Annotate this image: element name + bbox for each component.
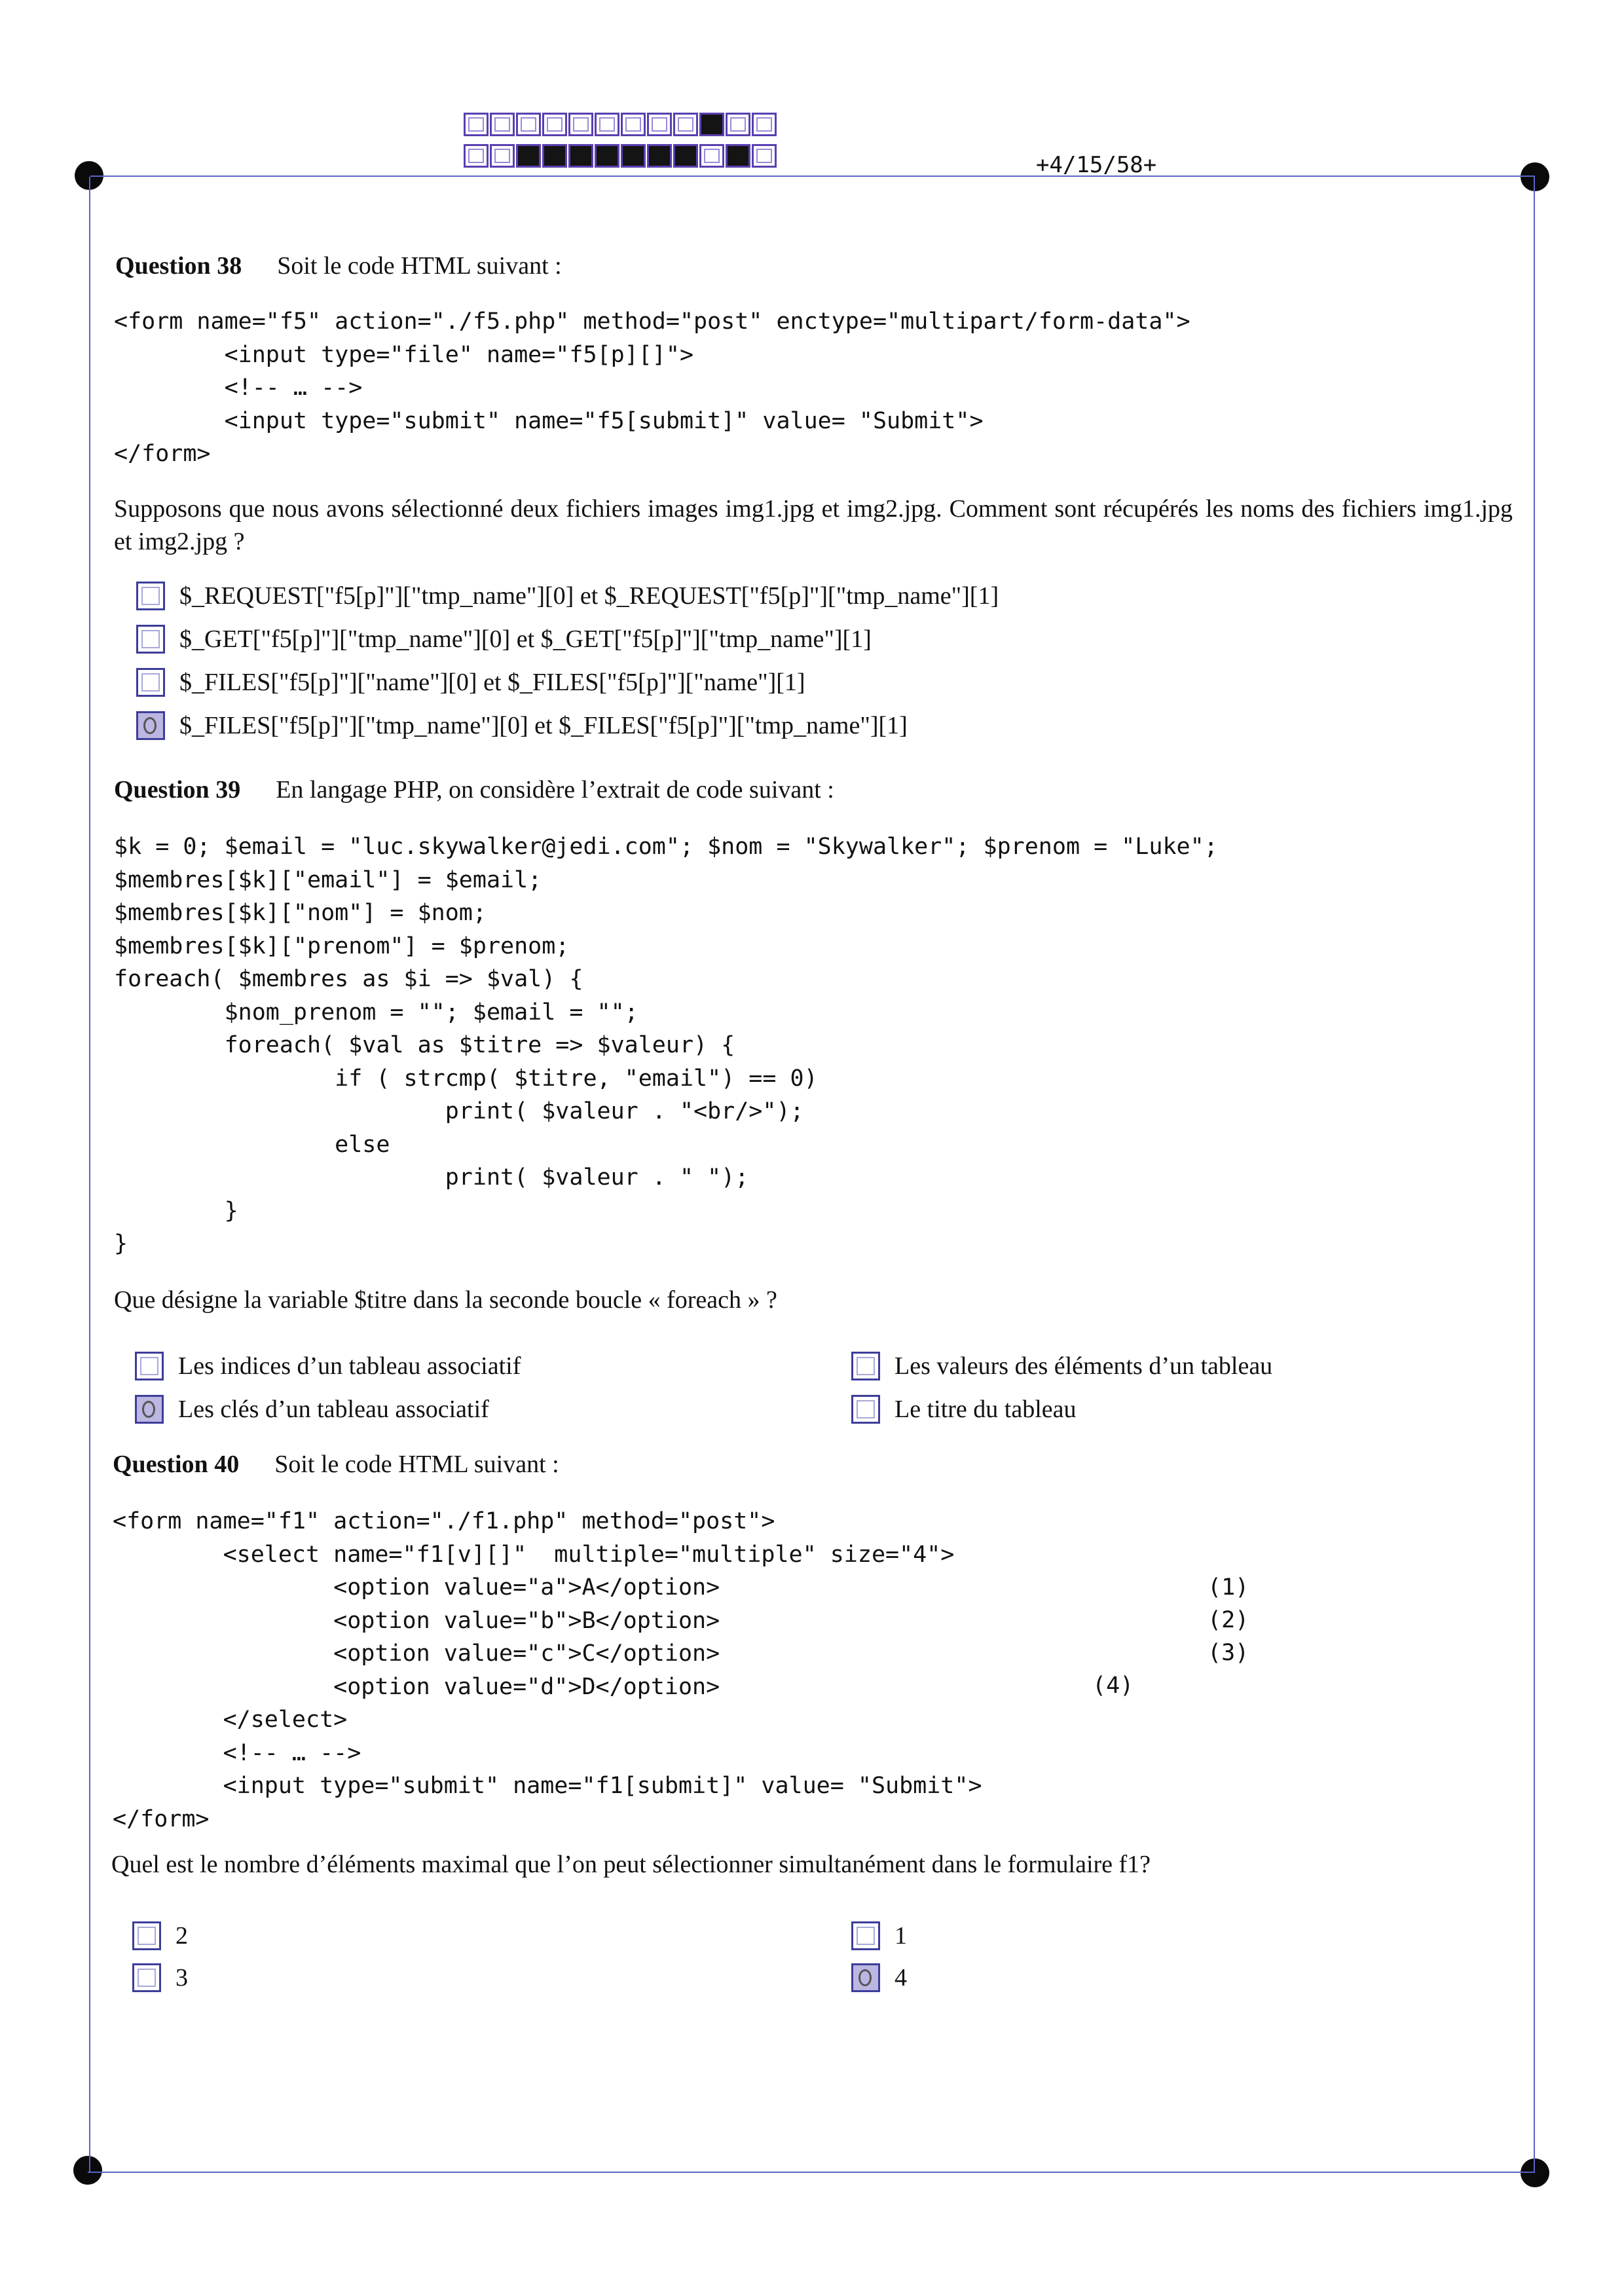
corner-mark-bottom-right xyxy=(1521,2158,1549,2187)
q39-option-1[interactable] xyxy=(135,1352,521,1380)
checkbox[interactable] xyxy=(851,1352,880,1380)
checkbox[interactable] xyxy=(136,668,165,697)
option-label: $_FILES["f5[p]"]["name"][0] et $_FILES["f5[p]"]["name"][1] xyxy=(179,669,805,696)
id-code-box xyxy=(752,113,777,136)
id-code-row-2 xyxy=(464,144,778,168)
id-code-box xyxy=(673,113,698,136)
code-line: foreach( $val as $titre => $valeur) { xyxy=(114,1032,735,1058)
id-code-box xyxy=(752,144,777,168)
id-code-box xyxy=(647,113,672,136)
q39-code-block xyxy=(114,830,1218,1261)
checkbox-checked[interactable] xyxy=(136,711,165,740)
question-number: Question 40 xyxy=(113,1451,240,1478)
id-code-box xyxy=(490,144,515,168)
question-39-heading xyxy=(114,775,834,804)
code-line: <form name="f1" action="./f1.php" method="post"> xyxy=(113,1508,775,1534)
code-line: </form> xyxy=(113,1805,210,1832)
q40-option-3[interactable] xyxy=(851,1921,907,1950)
code-line: <form name="f5" action="./f5.php" method="post" enctype="multipart/form-data"> xyxy=(114,308,1190,335)
line-number-2: (2) xyxy=(1208,1607,1249,1633)
q40-code-block xyxy=(113,1505,982,1836)
option-label: 3 xyxy=(175,1964,188,1991)
code-line: <input type="submit" name="f5[submit]" value= "Submit"> xyxy=(114,407,984,434)
q38-option-4[interactable] xyxy=(136,711,908,740)
option-label: Les clés d’un tableau associatif xyxy=(178,1396,489,1423)
code-line: <option value="c">C</option> xyxy=(113,1640,720,1667)
id-code-box xyxy=(726,113,750,136)
code-line: else xyxy=(114,1131,390,1158)
corner-mark-bottom-left xyxy=(73,2156,102,2185)
id-code-box xyxy=(595,113,619,136)
option-label: Les indices d’un tableau associatif xyxy=(178,1352,521,1380)
question-number: Question 38 xyxy=(115,252,242,280)
q40-option-4[interactable] xyxy=(851,1963,907,1992)
q39-option-4[interactable] xyxy=(851,1395,1077,1424)
q40-option-2[interactable] xyxy=(132,1963,188,1992)
question-38-heading xyxy=(115,251,562,280)
code-line: </form> xyxy=(114,441,211,467)
id-code-box xyxy=(699,144,724,168)
code-line: <input type="submit" name="f1[submit]" value= "Submit"> xyxy=(113,1773,982,1799)
line-number-3: (3) xyxy=(1208,1640,1249,1666)
option-label: Les valeurs des éléments d’un tableau xyxy=(895,1352,1273,1380)
code-line: if ( strcmp( $titre, "email") == 0) xyxy=(114,1065,818,1092)
id-code-box xyxy=(542,144,567,168)
id-code-box xyxy=(673,144,698,168)
option-label: 1 xyxy=(895,1922,907,1950)
page-id: +4/15/58+ xyxy=(1036,152,1157,178)
checkbox[interactable] xyxy=(136,582,165,610)
code-line: $membres[$k]["nom"] = $nom; xyxy=(114,900,487,926)
code-line: $nom_prenom = ""; $email = ""; xyxy=(114,999,638,1026)
code-line: <!-- … --> xyxy=(113,1739,361,1766)
q39-prompt: Que désigne la variable $titre dans la seconde boucle « foreach » ? xyxy=(114,1286,777,1314)
code-line: <option value="d">D</option> xyxy=(113,1673,720,1700)
code-line: <option value="a">A</option> xyxy=(113,1574,720,1601)
checkbox[interactable] xyxy=(132,1921,161,1950)
q38-option-1[interactable] xyxy=(136,582,999,610)
question-number: Question 39 xyxy=(114,776,241,804)
id-code-box xyxy=(516,113,541,136)
q39-option-3[interactable] xyxy=(851,1352,1272,1380)
q40-option-1[interactable] xyxy=(132,1921,188,1950)
id-code-box xyxy=(542,113,567,136)
question-intro: En langage PHP, on considère l’extrait de code suivant : xyxy=(276,776,834,804)
code-line: } xyxy=(114,1231,128,1257)
id-code-box xyxy=(568,113,593,136)
checkbox[interactable] xyxy=(132,1963,161,1992)
frame-right xyxy=(1534,177,1535,2172)
corner-mark-top-right xyxy=(1521,162,1549,191)
option-label: $_FILES["f5[p]"]["tmp_name"][0] et $_FILES["f5[p]"]["tmp_name"][1] xyxy=(179,712,908,739)
code-line: </select> xyxy=(113,1707,348,1733)
frame-left xyxy=(89,177,90,2172)
q38-code-block xyxy=(114,305,1190,471)
q38-option-3[interactable] xyxy=(136,668,805,697)
q40-prompt: Quel est le nombre d’éléments maximal que l’on peut sélectionner simultanément dans le formulaire f1? xyxy=(111,1851,1151,1878)
code-line: $k = 0; $email = "luc.skywalker@jedi.com"; $nom = "Skywalker"; $prenom = "Luke"; xyxy=(114,834,1218,860)
q39-option-2[interactable] xyxy=(135,1395,489,1424)
code-line: foreach( $membres as $i => $val) { xyxy=(114,966,583,992)
code-line: <!-- … --> xyxy=(114,375,363,401)
code-line: print( $valeur . "<br/>"); xyxy=(114,1098,804,1124)
checkbox-checked[interactable] xyxy=(851,1963,880,1992)
id-code-box xyxy=(568,144,593,168)
option-label: $_GET["f5[p]"]["tmp_name"][0] et $_GET["f5[p]"]["tmp_name"][1] xyxy=(179,625,872,653)
id-code-box xyxy=(490,113,515,136)
id-code-box xyxy=(464,113,489,136)
line-number-1: (1) xyxy=(1208,1574,1249,1601)
code-line: <option value="b">B</option> xyxy=(113,1607,720,1634)
checkbox-checked[interactable] xyxy=(135,1395,164,1424)
code-line: $membres[$k]["email"] = $email; xyxy=(114,866,542,893)
q38-prompt: Supposons que nous avons sélectionné deux fichiers images img1.jpg et img2.jpg. Comment sont récupérés les noms des fichiers img1.jpg et img2.jpg ? xyxy=(114,495,1513,555)
frame-bottom xyxy=(88,2172,1535,2173)
id-code-box xyxy=(464,144,489,168)
id-code-row-1 xyxy=(464,113,778,136)
checkbox[interactable] xyxy=(851,1921,880,1950)
question-intro: Soit le code HTML suivant : xyxy=(277,252,562,280)
option-label: Le titre du tableau xyxy=(895,1396,1077,1423)
id-code-box xyxy=(516,144,541,168)
question-40-heading xyxy=(113,1450,559,1479)
id-code-box xyxy=(699,113,724,136)
id-code-box xyxy=(595,144,619,168)
code-line: } xyxy=(114,1197,238,1224)
option-label: 4 xyxy=(895,1964,907,1991)
line-number-4: (4) xyxy=(1092,1673,1134,1699)
checkbox[interactable] xyxy=(136,625,165,654)
id-code-box xyxy=(647,144,672,168)
frame-top xyxy=(90,176,1535,177)
q38-option-2[interactable] xyxy=(136,625,872,654)
id-code-box xyxy=(621,144,646,168)
checkbox[interactable] xyxy=(851,1395,880,1424)
option-label: $_REQUEST["f5[p]"]["tmp_name"][0] et $_REQUEST["f5[p]"]["tmp_name"][1] xyxy=(179,582,999,610)
id-code-box xyxy=(726,144,750,168)
code-line: print( $valeur . " "); xyxy=(114,1164,749,1191)
id-code-box xyxy=(621,113,646,136)
code-line: $membres[$k]["prenom"] = $prenom; xyxy=(114,933,570,959)
checkbox[interactable] xyxy=(135,1352,164,1380)
option-label: 2 xyxy=(175,1922,188,1950)
code-line: <select name="f1[v][]" multiple="multiple" size="4"> xyxy=(113,1541,955,1568)
question-intro: Soit le code HTML suivant : xyxy=(274,1451,559,1478)
code-line: <input type="file" name="f5[p][]"> xyxy=(114,341,694,368)
